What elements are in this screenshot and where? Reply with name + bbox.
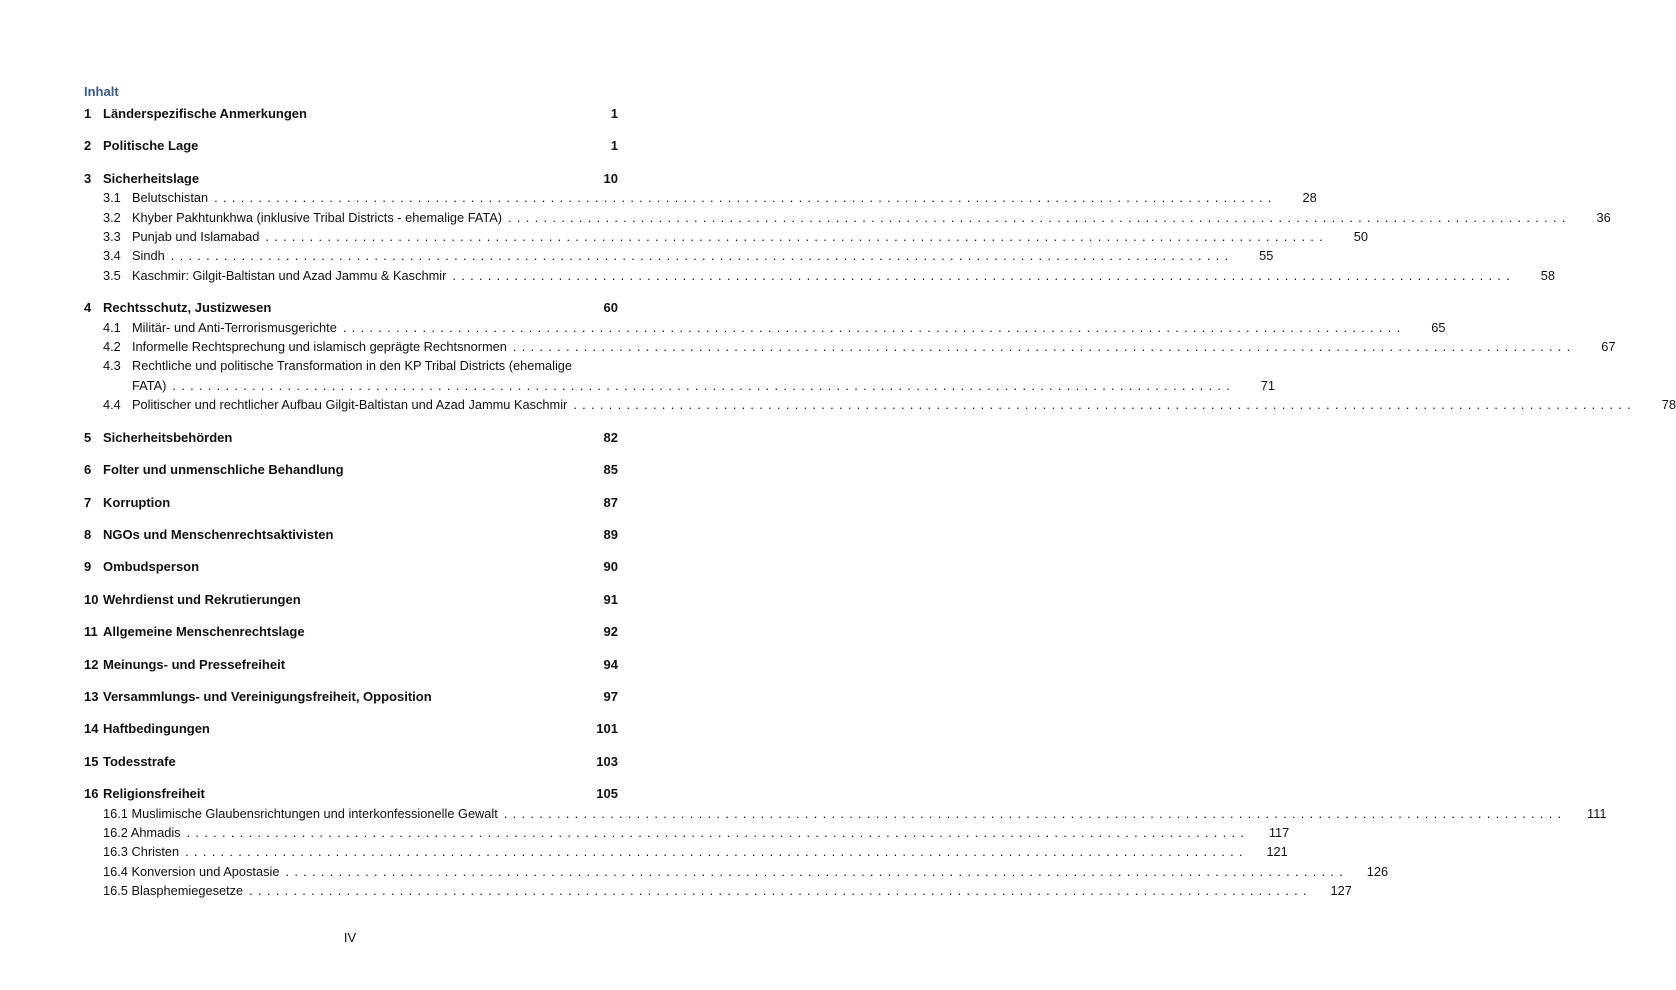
toc-section-3.5[interactable] — [84, 266, 1556, 285]
toc-section-3.2[interactable] — [84, 208, 1611, 227]
section-title: Rechtliche und politische Transformation in den KP Tribal Districts (ehemalige — [132, 358, 573, 374]
section-number: 16.2 — [103, 824, 128, 840]
section-title: Belutschistan — [132, 190, 209, 206]
chapter-page: 82 — [603, 429, 618, 445]
section-page: 58 — [1540, 267, 1556, 283]
dot-leader: ........................................................................................................................ — [503, 805, 1567, 821]
toc-chapter-8[interactable] — [84, 525, 618, 544]
section-title: Informelle Rechtsprechung und islamisch geprägte Rechtsnormen — [132, 339, 507, 355]
section-title: Christen — [131, 844, 180, 860]
toc-section-3.3[interactable] — [84, 227, 1369, 246]
chapter-number: 1 — [84, 106, 92, 121]
section-page: 55 — [1259, 248, 1274, 264]
toc-chapter-10[interactable] — [84, 590, 618, 609]
chapter-number: 4 — [84, 300, 92, 316]
chapter-page: 87 — [603, 494, 618, 510]
section-title: Konversion und Apostasie — [131, 863, 280, 879]
section-number: 3.1 — [103, 190, 121, 206]
dot-leader: ........................................................................................................................ — [342, 319, 1406, 335]
toc-chapter-15[interactable] — [84, 752, 618, 771]
chapter-page: 60 — [603, 300, 618, 316]
chapter-title: Ombudsperson — [103, 559, 200, 575]
chapter-number: 7 — [84, 494, 92, 510]
page-number: IV — [343, 930, 357, 945]
toc-section-4.3[interactable] — [84, 356, 618, 375]
chapter-title: Politische Lage — [103, 138, 199, 154]
toc-chapter-16[interactable] — [84, 784, 618, 803]
toc-section-16.5[interactable] — [84, 881, 1352, 900]
chapter-title: Haftbedingungen — [103, 721, 210, 737]
chapter-page: 89 — [603, 526, 618, 542]
section-page: 28 — [1302, 190, 1317, 206]
chapter-title: NGOs und Menschenrechtsaktivisten — [103, 526, 334, 542]
chapter-page: 94 — [603, 656, 618, 672]
chapter-title: Todesstrafe — [103, 753, 176, 769]
chapter-page: 103 — [596, 753, 618, 769]
dot-leader: ........................................................................................................................ — [452, 267, 1516, 283]
section-number: 3.3 — [103, 229, 121, 245]
section-number: 16.4 — [103, 863, 128, 879]
toc-section-16.4[interactable] — [84, 862, 1389, 881]
section-page: 126 — [1366, 863, 1389, 879]
chapter-page: 1 — [610, 106, 618, 121]
dot-leader: ........................................................................................................................ — [573, 397, 1636, 413]
chapter-page: 1 — [610, 138, 618, 154]
toc-section-3.1[interactable] — [84, 188, 1317, 207]
section-number: 4.2 — [103, 339, 121, 355]
section-title: Sindh — [132, 248, 165, 264]
section-page: 127 — [1330, 883, 1352, 899]
section-number: 4.4 — [103, 397, 121, 413]
toc-chapter-12[interactable] — [84, 655, 618, 674]
toc-section-16.2[interactable] — [84, 823, 1290, 842]
section-title: Politischer und rechtlicher Aufbau Gilgit-Baltistan und Azad Jammu Kaschmir — [132, 397, 568, 413]
toc-section-4.2[interactable] — [84, 337, 1616, 356]
section-number: 16.3 — [103, 844, 128, 860]
section-page: 71 — [1260, 377, 1276, 393]
section-number: 4.3 — [103, 358, 121, 374]
dot-leader: ........................................................................................................................ — [285, 863, 1349, 879]
chapter-number: 14 — [84, 721, 99, 737]
section-title-continuation: FATA) — [132, 377, 167, 393]
toc-chapter-4[interactable] — [84, 298, 618, 317]
chapter-number: 13 — [84, 688, 99, 704]
chapter-page: 10 — [603, 170, 618, 186]
toc-chapter-14[interactable] — [84, 719, 618, 738]
chapter-number: 15 — [84, 753, 99, 769]
section-number: 3.2 — [103, 209, 121, 225]
section-page: 117 — [1268, 824, 1290, 840]
chapter-title: Korruption — [103, 494, 171, 510]
table-of-contents — [84, 104, 1676, 901]
toc-chapter-3[interactable] — [84, 169, 618, 188]
section-page: 36 — [1596, 209, 1611, 225]
chapter-page: 105 — [596, 786, 618, 802]
toc-section-continuation[interactable] — [84, 376, 1276, 395]
dot-leader: ........................................................................................................................ — [170, 248, 1234, 264]
section-title: Blasphemiegesetze — [131, 883, 244, 899]
toc-chapter-9[interactable] — [84, 557, 618, 576]
chapter-number: 5 — [84, 429, 92, 445]
chapter-title: Folter und unmenschliche Behandlung — [103, 462, 344, 478]
dot-leader: ........................................................................................................................ — [185, 844, 1248, 860]
chapter-number: 11 — [84, 624, 98, 640]
toc-chapter-7[interactable] — [84, 493, 618, 512]
dot-leader: ........................................................................................................................ — [265, 229, 1329, 245]
chapter-title: Sicherheitsbehörden — [103, 429, 233, 445]
section-page: 111 — [1587, 805, 1607, 821]
toc-chapter-11[interactable] — [84, 622, 618, 641]
section-page: 65 — [1431, 319, 1446, 335]
chapter-title: Wehrdienst und Rekrutierungen — [103, 591, 301, 607]
chapter-number: 9 — [84, 559, 92, 575]
chapter-number: 3 — [84, 170, 92, 186]
section-title: Militär- und Anti-Terrorismusgerichte — [132, 319, 337, 335]
toc-heading: Inhalt — [84, 84, 119, 99]
chapter-number: 8 — [84, 526, 92, 542]
section-title: Punjab und Islamabad — [132, 229, 260, 245]
section-page: 50 — [1353, 229, 1369, 245]
toc-chapter-6[interactable] — [84, 460, 618, 479]
chapter-title: Versammlungs- und Vereinigungsfreiheit, Opposition — [103, 688, 432, 704]
section-title: Khyber Pakhtunkhwa (inklusive Tribal Districts - ehemalige FATA) — [132, 209, 503, 225]
chapter-page: 85 — [603, 462, 618, 478]
toc-chapter-13[interactable] — [84, 687, 618, 706]
dot-leader: ........................................................................................................................ — [186, 824, 1250, 840]
section-page: 121 — [1266, 844, 1288, 860]
chapter-title: Meinungs- und Pressefreiheit — [103, 656, 286, 672]
toc-section-16.3[interactable] — [84, 842, 1288, 861]
dot-leader: ........................................................................................................................ — [508, 209, 1571, 225]
dot-leader: ........................................................................................................................ — [214, 190, 1277, 206]
toc-chapter-1[interactable] — [84, 104, 618, 123]
chapter-number: 16 — [84, 786, 99, 802]
section-number: 16.1 — [103, 805, 128, 821]
section-page: 78 — [1661, 397, 1676, 413]
section-title: Ahmadis — [130, 824, 181, 840]
chapter-number: 12 — [84, 656, 99, 672]
section-page: 67 — [1601, 339, 1616, 355]
section-title: Kaschmir: Gilgit-Baltistan und Azad Jammu & Kaschmir — [132, 267, 447, 283]
dot-leader: ........................................................................................................................ — [172, 377, 1236, 393]
section-number: 3.4 — [103, 248, 121, 264]
chapter-title: Länderspezifische Anmerkungen — [103, 106, 307, 121]
chapter-title: Sicherheitslage — [103, 170, 200, 186]
toc-section-4.4[interactable] — [84, 395, 1676, 414]
section-number: 3.5 — [103, 267, 121, 283]
chapter-page: 90 — [603, 559, 618, 575]
chapter-number: 2 — [84, 138, 92, 154]
toc-section-16.1[interactable] — [84, 804, 1607, 823]
section-title: Muslimische Glaubensrichtungen und interkonfessionelle Gewalt — [131, 805, 498, 821]
chapter-title: Rechtsschutz, Justizwesen — [103, 300, 272, 316]
chapter-page: 97 — [603, 688, 618, 704]
chapter-number: 6 — [84, 462, 92, 478]
section-number: 4.1 — [103, 319, 121, 335]
chapter-number: 10 — [84, 591, 99, 607]
section-number: 16.5 — [103, 883, 128, 899]
chapter-title: Religionsfreiheit — [103, 786, 205, 802]
dot-leader: ........................................................................................................................ — [249, 883, 1312, 899]
toc-section-4.1[interactable] — [84, 318, 1446, 337]
dot-leader: ........................................................................................................................ — [512, 339, 1576, 355]
toc-chapter-2[interactable] — [84, 136, 618, 155]
chapter-title: Allgemeine Menschenrechtslage — [103, 624, 305, 640]
chapter-page: 91 — [603, 591, 618, 607]
chapter-page: 101 — [596, 721, 618, 737]
toc-section-3.4[interactable] — [84, 246, 1274, 265]
toc-chapter-5[interactable] — [84, 428, 618, 447]
chapter-page: 92 — [603, 624, 618, 640]
